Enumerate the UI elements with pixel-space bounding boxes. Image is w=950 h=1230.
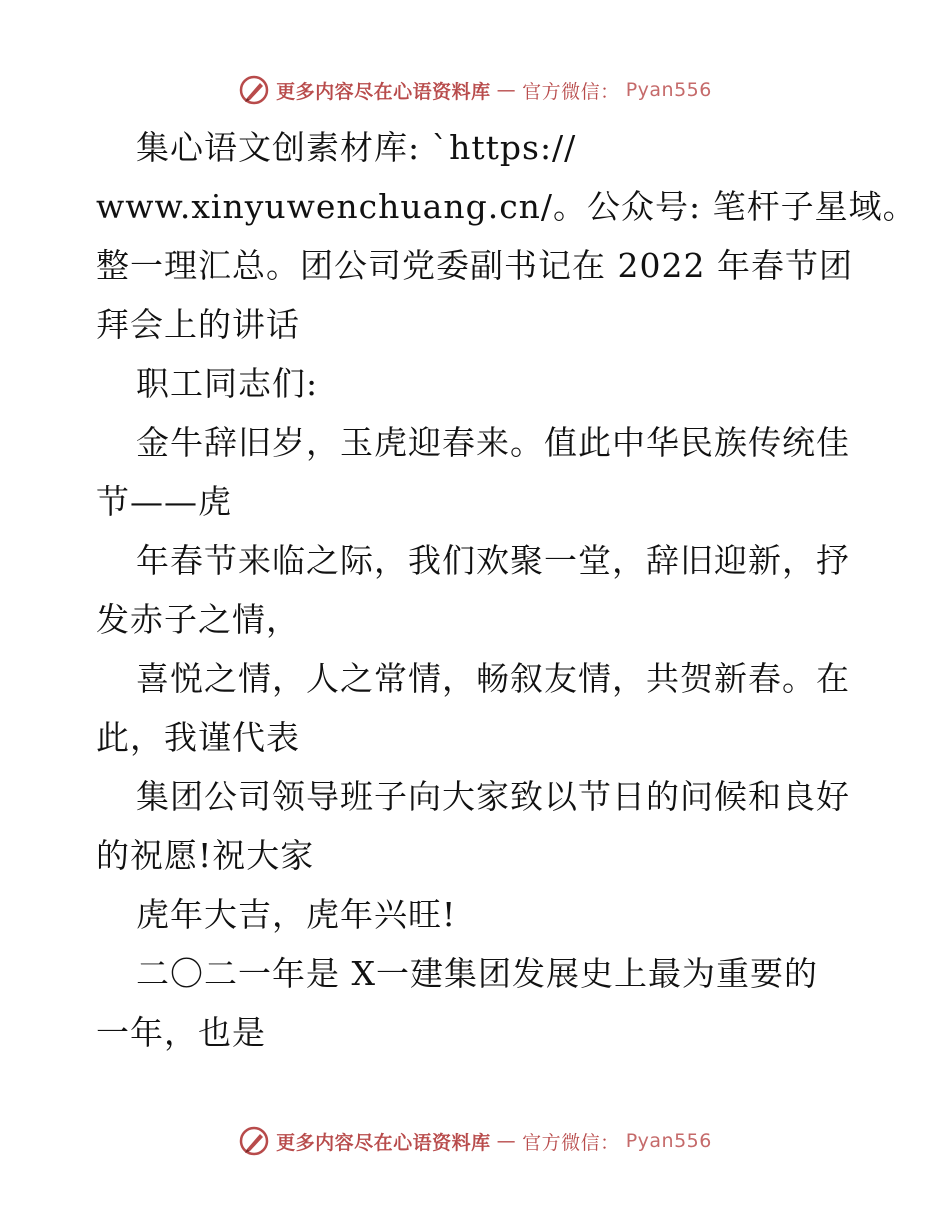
text-line: 一年，也是 [96,1013,266,1052]
header-dash: — [496,79,517,101]
text-line: 喜悦之情，人之常情，畅叙友情，共贺新春。在 [136,659,850,698]
text-line: 节——虎 [96,482,232,521]
text-line: 的祝愿!祝大家 [96,836,315,875]
text-line: 二〇二一年是 X一建集团发展史上最为重要的 [136,954,818,993]
pen-logo-icon [238,1125,270,1157]
text-line: 虎年大吉，虎年兴旺! [136,895,457,934]
watermark-banner [238,74,712,106]
watermark-banner [238,1125,712,1157]
page-footer [0,1121,950,1161]
footer-official-label: 官方微信： [522,1131,620,1154]
header-slogan: 更多内容尽在心语资料库 [276,80,491,103]
header-official-label: 官方微信： [522,80,620,103]
text-line: 此，我谨代表 [96,718,300,757]
text-line: 集团公司领导班子向大家致以节日的问候和良好 [136,777,850,816]
text-line: 拜会上的讲话 [96,305,300,344]
text-line: 集心语文创素材库: `https:// [136,128,577,167]
footer-slogan: 更多内容尽在心语资料库 [276,1131,491,1154]
text-line: 职工同志们: [136,364,319,403]
text-line: 发赤子之情， [96,600,300,639]
text-line: 年春节来临之际，我们欢聚一堂，辞旧迎新，抒 [136,541,850,580]
text-line: www.xinyuwenchuang.cn/。公众号: 笔杆子星域。 [96,187,917,226]
document-body [96,118,917,1062]
page-header [0,70,950,110]
pen-logo-icon [238,74,270,106]
footer-wechat-id: Pyan556 [625,1130,712,1152]
footer-dash: — [496,1130,517,1152]
header-wechat-id: Pyan556 [625,79,712,101]
text-line: 金牛辞旧岁，玉虎迎春来。值此中华民族传统佳 [136,423,850,462]
text-line: 整一理汇总。团公司党委副书记在 2022 年春节团 [96,246,853,285]
